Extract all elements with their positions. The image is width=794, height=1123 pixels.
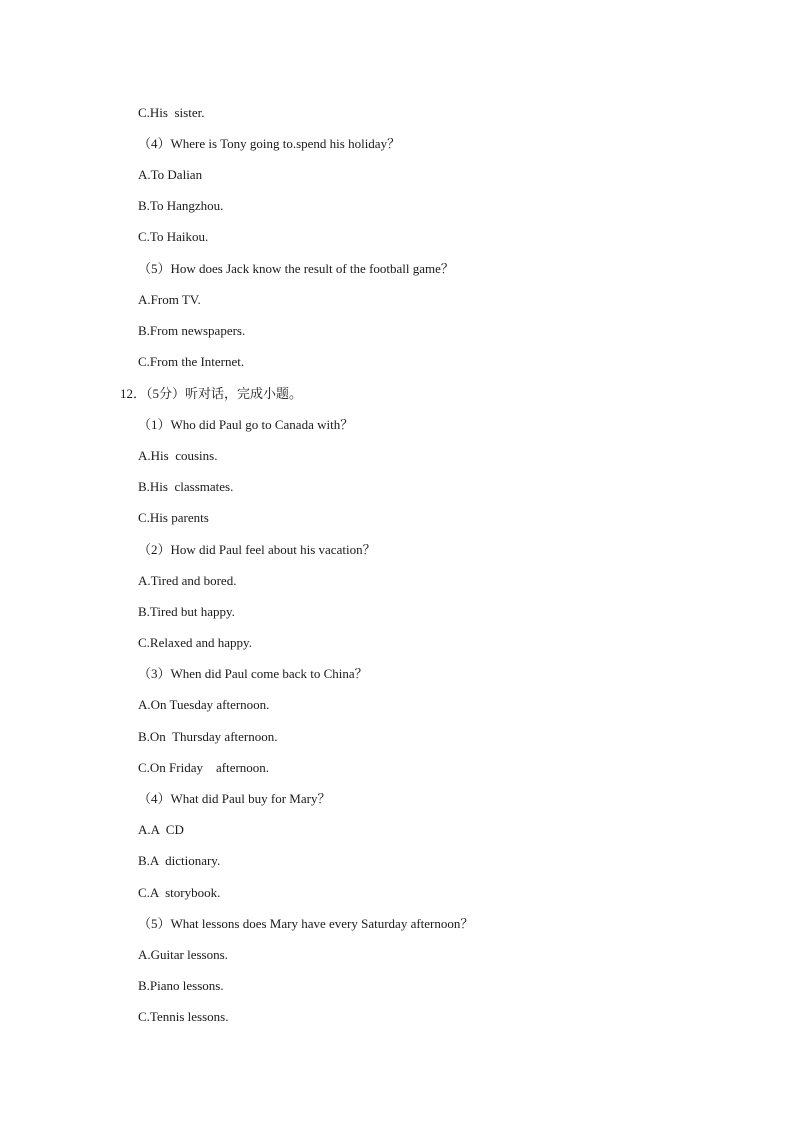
option-c-his-sister: C.His sister. (138, 105, 205, 120)
question-4-tony-holiday: （4）Where is Tony going to.spend his holiday？ (138, 136, 401, 151)
option-b-hangzhou: B.To Hangzhou. (138, 198, 224, 213)
option-b-classmates: B.His classmates. (138, 479, 234, 494)
option-c-from-internet: C.From the Internet. (138, 354, 245, 369)
question-5-saturday-lessons: （5）What lessons does Mary have every Saturday afternoon？ (138, 916, 474, 931)
question-4-buy-for-mary: （4）What did Paul buy for Mary？ (138, 791, 331, 806)
option-a-tuesday: A.On Tuesday afternoon. (138, 697, 270, 712)
option-a-cd: A.A CD (138, 822, 184, 837)
option-a-dalian: A.To Dalian (138, 167, 203, 182)
option-a-from-tv: A.From TV. (138, 292, 201, 307)
option-c-storybook: C.A storybook. (138, 885, 221, 900)
option-c-parents: C.His parents (138, 510, 209, 525)
option-b-tired-happy: B.Tired but happy. (138, 604, 235, 619)
question-1-canada-with: （1）Who did Paul go to Canada with？ (138, 417, 354, 432)
option-c-friday: C.On Friday afternoon. (138, 760, 270, 775)
option-a-cousins: A.His cousins. (138, 448, 218, 463)
option-a-guitar: A.Guitar lessons. (138, 947, 228, 962)
option-c-relaxed-happy: C.Relaxed and happy. (138, 635, 252, 650)
option-c-tennis: C.Tennis lessons. (138, 1009, 229, 1024)
option-b-from-newspapers: B.From newspapers. (138, 323, 246, 338)
option-c-haikou: C.To Haikou. (138, 229, 209, 244)
question-5-football-result: （5）How does Jack know the result of the football game？ (138, 261, 454, 276)
option-b-thursday: B.On Thursday afternoon. (138, 729, 278, 744)
option-b-piano: B.Piano lessons. (138, 978, 224, 993)
option-a-tired-bored: A.Tired and bored. (138, 573, 237, 588)
question-2-vacation-feel: （2）How did Paul feel about his vacation？ (138, 542, 376, 557)
option-b-dictionary: B.A dictionary. (138, 853, 221, 868)
section-12-heading: 12．（5分）听对话，完成小题。 (120, 386, 303, 401)
question-3-back-to-china: （3）When did Paul come back to China？ (138, 666, 368, 681)
